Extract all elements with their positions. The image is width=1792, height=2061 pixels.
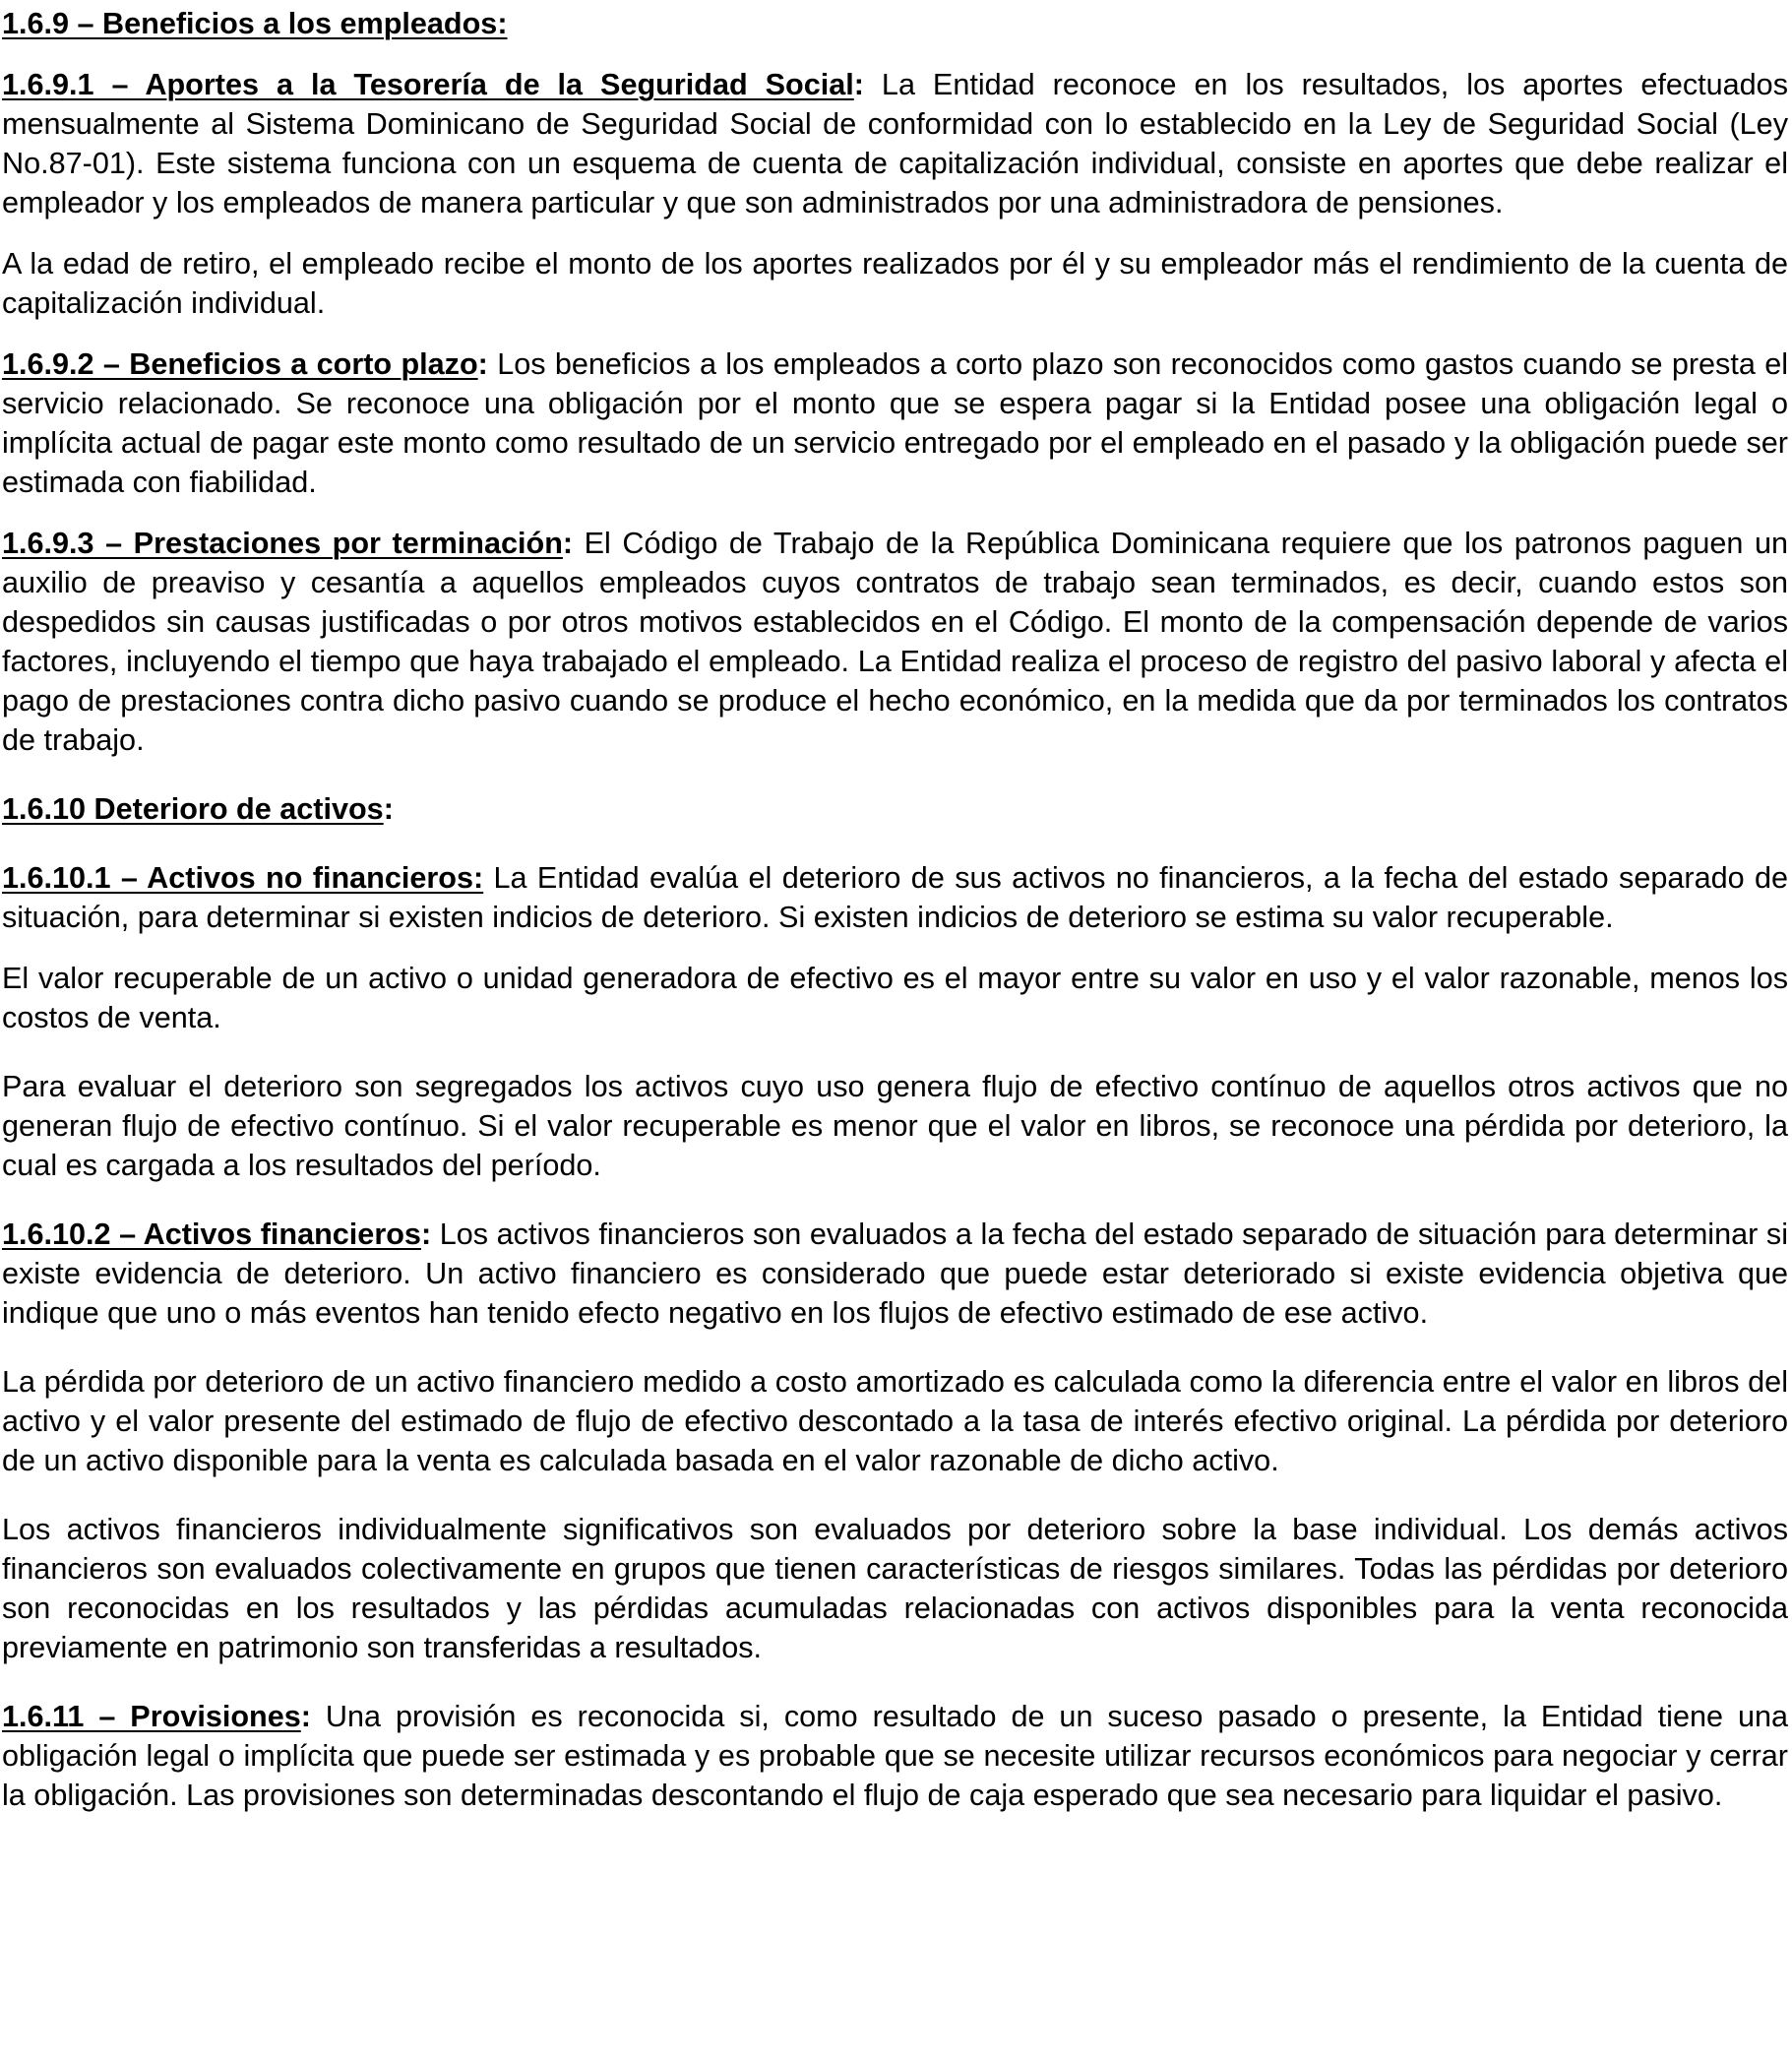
paragraph-1-6-10-2-text: Los activos financieros son evaluados a la fecha del estado separado de situación para determinar si existe evidencia de deterioro. Un activo financiero es considerado que puede estar deteriorado si existe evidencia objetiva que indique que uno o más eventos han tenido efecto negativo en los flujos de efectivo estimado de ese activo. [2, 1218, 1788, 1330]
section-heading-1-6-10 [2, 789, 1788, 829]
paragraph-1-6-10-2-c: Los activos financieros individualmente significativos son evaluados por deterioro sobre la base individual. Los demás activos financieros son evaluados colectivamente en grupos que tienen características de riesgos similares. Todas las pérdidas por deterioro son reconocidas en los resultados y las pérdidas acumuladas relacionadas con activos disponibles para la venta reconocida previamente en patrimonio son transferidas a resultados. [2, 1513, 1788, 1664]
paragraph-1-6-10-2 [2, 1215, 1788, 1333]
section-heading-1-6-10-text: 1.6.10 Deterioro de activos [2, 792, 384, 826]
paragraph-1-6-9-2 [2, 344, 1788, 502]
paragraph-1-6-9-3-text: El Código de Trabajo de la República Dominicana requiere que los patronos paguen un auxilio de preaviso y cesantía a aquellos empleados cuyos contratos de trabajo sean terminados, es decir, cuando estos son despedidos sin causas justificadas o por otros motivos establecidos en el Código. El monto de la compensación depende de varios factores, incluyendo el tiempo que haya trabajado el empleado. La Entidad realiza el proceso de registro del pasivo laboral y afecta el pago de prestaciones contra dicho pasivo cuando se produce el hecho económico, en la medida que da por terminados los contratos de trabajo. [2, 527, 1788, 757]
subheading-1-6-11-colon: : [300, 1700, 311, 1733]
paragraph-1-6-9-1-text: La Entidad reconoce en los resultados, los aportes efectuados mensualmente al Sistema Dominicano de Seguridad Social de conformidad con lo establecido en la Ley de Seguridad Social (Ley No.87-01). Este sistema funciona con un esquema de cuenta de capitalización individual, consiste en aportes que debe realizar el empleador y los empleados de manera particular y que son administrados por una administradora de pensiones. [2, 68, 1788, 219]
subheading-1-6-9-1-colon: : [853, 68, 864, 101]
subheading-1-6-9-2-colon: : [477, 347, 488, 381]
subheading-1-6-9-3: 1.6.9.3 – Prestaciones por terminación [2, 527, 563, 560]
subheading-1-6-9-1: 1.6.9.1 – Aportes a la Tesorería de la Seguridad Social [2, 68, 854, 101]
subheading-1-6-9-2: 1.6.9.2 – Beneficios a corto plazo [2, 347, 478, 381]
paragraph-1-6-10-1-b: El valor recuperable de un activo o unidad generadora de efectivo es el mayor entre su valor en uso y el valor razonable, menos los costos de venta. [2, 962, 1788, 1034]
subheading-1-6-10-2: 1.6.10.2 – Activos financieros [2, 1218, 421, 1251]
section-heading-1-6-10-colon: : [383, 792, 394, 826]
subheading-1-6-10-1: 1.6.10.1 – Activos no financieros: [2, 861, 484, 895]
paragraph-1-6-9-2-text: Los beneficios a los empleados a corto plazo son reconocidos como gastos cuando se presta el servicio relacionado. Se reconoce una obligación por el monto que se espera pagar si la Entidad posee una obligación legal o implícita actual de pagar este monto como resultado de un servicio entregado por el empleado en el pasado y la obligación puede ser estimada con fiabilidad. [2, 347, 1789, 499]
paragraph-1-6-10-1-text: La Entidad evalúa el deterioro de sus activos no financieros, a la fecha del estado separado de situación, para determinar si existen indicios de deterioro. Si existen indicios de deterioro se estima su valor recuperable. [2, 861, 1788, 934]
paragraph-1-6-10-1-c: Para evaluar el deterioro son segregados los activos cuyo uso genera flujo de efectivo contínuo de aquellos otros activos que no generan flujo de efectivo contínuo. Si el valor recuperable es menor que el valor en libros, se reconoce una pérdida por deterioro, la cual es cargada a los resultados del período. [2, 1070, 1788, 1182]
section-heading-1-6-9 [2, 4, 1788, 43]
section-heading-1-6-9-text: 1.6.9 – Beneficios a los empleados: [2, 7, 508, 40]
paragraph-1-6-11 [2, 1697, 1788, 1815]
subheading-1-6-9-3-colon: : [562, 527, 574, 560]
subheading-1-6-11: 1.6.11 – Provisiones [2, 1700, 301, 1733]
paragraph-1-6-10-2-b: La pérdida por deterioro de un activo financiero medido a costo amortizado es calculada como la diferencia entre el valor en libros del activo y el valor presente del estimado de flujo de efectivo descontado a la tasa de interés efectivo original. La pérdida por deterioro de un activo disponible para la venta es calculada basada en el valor razonable de dicho activo. [2, 1365, 1788, 1477]
paragraph-1-6-9-3 [2, 524, 1788, 760]
document-body [2, 4, 1788, 1815]
paragraph-1-6-9-1 [2, 65, 1788, 222]
paragraph-1-6-11-text: Una provisión es reconocida si, como resultado de un suceso pasado o presente, la Entidad tiene una obligación legal o implícita que puede ser estimada y es probable que se necesite utilizar recursos económicos para negociar y cerrar la obligación. Las provisiones son determinadas descontando el flujo de caja esperado que sea necesario para liquidar el pasivo. [2, 1700, 1788, 1812]
paragraph-1-6-10-1 [2, 858, 1788, 937]
subheading-1-6-10-2-colon: : [420, 1218, 432, 1251]
paragraph-1-6-9-1-b: A la edad de retiro, el empleado recibe el monto de los aportes realizados por él y su empleador más el rendimiento de la cuenta de capitalización individual. [2, 247, 1788, 320]
